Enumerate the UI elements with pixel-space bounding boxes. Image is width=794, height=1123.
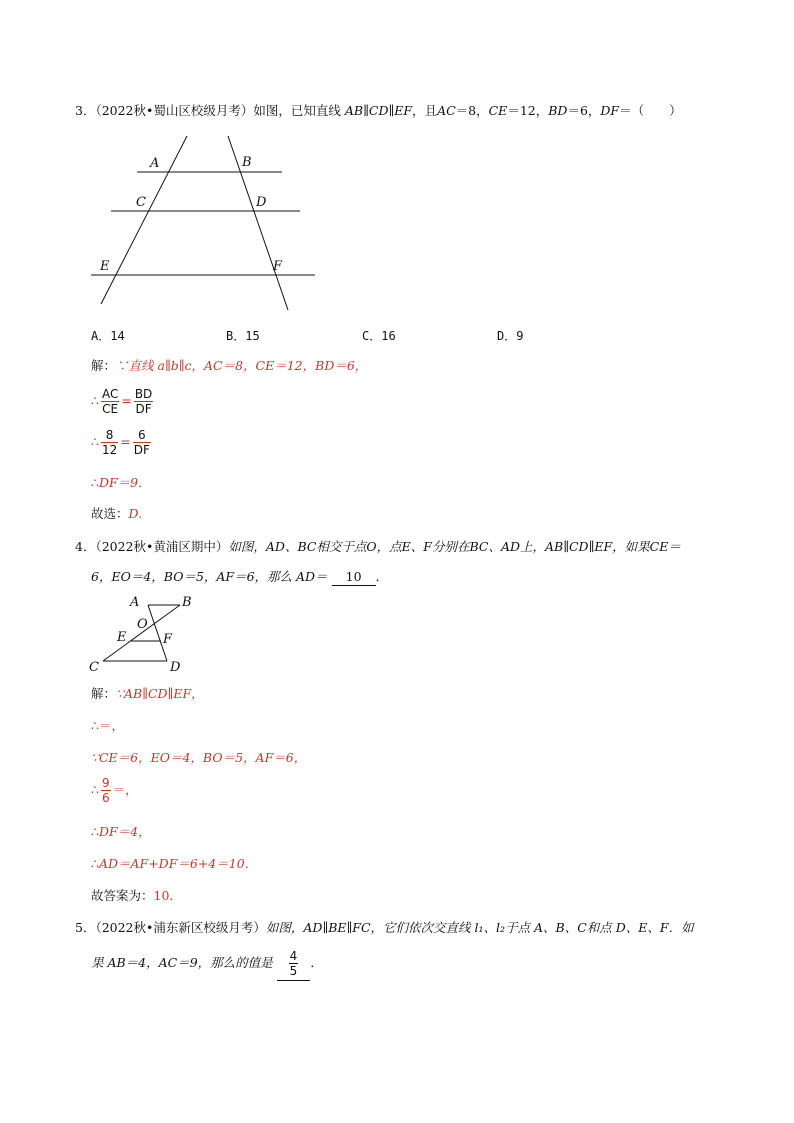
q3-frac3-den: 12 xyxy=(101,443,118,457)
q4-sol-df: DF＝4， xyxy=(98,824,151,839)
q3-df: DF xyxy=(600,103,620,118)
q3-frac-8-12 xyxy=(101,428,118,457)
q4-therefore-2: ∴ xyxy=(91,824,99,839)
q3-therefore-1: ∴ xyxy=(91,393,99,408)
q5-frac-den: 5 xyxy=(289,964,298,978)
q3-label-c: C xyxy=(136,195,146,210)
q4-sol-l2: ∴＝， xyxy=(91,718,124,733)
q3-therefore-2: ∴ xyxy=(91,434,99,449)
q5-stem-end: ． xyxy=(310,955,323,970)
q3-frac4-den: DF xyxy=(133,443,150,457)
q3-option-a: A．14 xyxy=(91,329,125,343)
q3-choose-value: D. xyxy=(128,506,143,521)
q3-frac-ac-ce xyxy=(101,387,119,416)
q3-frac3-num: 8 xyxy=(101,428,118,443)
q3-frac-bd-df xyxy=(134,387,153,416)
q3-intro: 如图，已知直线 xyxy=(253,103,341,118)
q3-option-c: C．16 xyxy=(362,329,396,343)
q4-label-c: C xyxy=(89,660,99,674)
q3-frac1-num: AC xyxy=(101,387,119,401)
q4-frac-num: 9 xyxy=(101,776,110,790)
q4-therefore-3: ∴ xyxy=(91,856,99,871)
q3-sol-result: DF＝9． xyxy=(98,475,151,490)
q4-stem-l1 xyxy=(75,539,681,555)
q3-option-d: D．9 xyxy=(497,329,524,343)
q3-therefore-3: ∴ xyxy=(91,475,99,490)
q5-stem-text-1: 如图，AD∥BE∥FC，它们依次交直线 l₁、l₂于点 A、B、C和点 D、E、F．如 xyxy=(265,920,694,935)
q3-ac-val: ＝8， xyxy=(455,103,489,118)
q4-answer-label: 故答案为： xyxy=(91,888,154,903)
q4-label-f: F xyxy=(163,632,173,647)
q4-stem-end: ． xyxy=(375,569,389,584)
q3-ce: CE xyxy=(488,103,508,118)
q4-sol-l4-tail: ＝， xyxy=(112,782,138,797)
q3-figure xyxy=(85,130,325,315)
q3-df-val: ＝（ ） xyxy=(619,103,682,118)
q5-stem-text-2: 果 AB＝4，AC＝9，那么的值是 xyxy=(91,955,273,970)
q4-frac-9-6 xyxy=(101,776,111,805)
q3-option-b: B．15 xyxy=(226,329,260,343)
q5-answer-blank xyxy=(277,946,311,981)
q3-number: 3． xyxy=(75,103,96,118)
q4-label-b: B xyxy=(182,595,192,610)
q4-sol-prefix: 解： xyxy=(91,686,117,701)
q4-stem-text-2: 6，EO＝4，BO＝5，AF＝6，那么 AD＝ xyxy=(91,569,328,584)
q3-source: （2022秋•蜀山区校级月考） xyxy=(95,103,254,118)
q4-number: 4． xyxy=(75,539,96,554)
q3-frac2-num: BD xyxy=(134,387,153,401)
q3-transversal-left xyxy=(101,136,187,304)
q3-transversal-right xyxy=(228,136,288,310)
q3-stem xyxy=(75,103,682,119)
q3-eq-1: = xyxy=(121,393,132,408)
q4-sol-l4 xyxy=(91,775,138,805)
q4-sol-l5 xyxy=(91,824,151,840)
q3-sol-given: ∵直线 a∥b∥c，AC＝8，CE＝12，BD＝6， xyxy=(116,358,368,373)
q5-stem-l1 xyxy=(75,920,694,936)
q4-sol-given: ∵AB∥CD∥EF， xyxy=(116,686,204,701)
q4-label-e: E xyxy=(117,630,127,645)
q3-sol-l1 xyxy=(91,358,367,374)
q4-label-a: A xyxy=(130,595,140,610)
q3-choose-label: 故选： xyxy=(91,506,129,521)
q4-source: （2022秋•黄浦区期中） xyxy=(95,539,229,554)
q3-sol-l2 xyxy=(91,386,155,416)
q4-frac-den: 6 xyxy=(101,791,110,805)
q4-label-o: O xyxy=(137,617,148,632)
q3-label-f: F xyxy=(273,259,283,274)
q4-figure xyxy=(85,592,200,674)
q4-therefore-1: ∴ xyxy=(91,782,99,797)
q3-sol-choose xyxy=(91,506,142,522)
q3-sol-l4 xyxy=(91,475,151,491)
q4-sol-ad: AD＝AF+DF＝6+4＝10． xyxy=(98,856,258,871)
q3-frac-6-df xyxy=(133,428,151,457)
q3-and: ，且 xyxy=(412,103,438,118)
q3-sol-prefix: 解： xyxy=(91,358,117,373)
q3-frac2-den: DF xyxy=(135,402,152,416)
q3-bd: BD xyxy=(548,103,568,118)
q4-sol-l3: ∵CE＝6，EO＝4，BO＝5，AF＝6， xyxy=(91,750,307,765)
q3-sol-l3 xyxy=(91,427,153,457)
q4-label-d: D xyxy=(170,660,181,674)
q5-source: （2022秋•浦东新区校级月考） xyxy=(95,920,266,935)
q4-answer-value: 10． xyxy=(153,888,182,903)
q5-number: 5． xyxy=(75,920,96,935)
q4-sol-l6 xyxy=(91,856,257,872)
q3-eq-2: = xyxy=(120,434,131,449)
q3-bd-val: ＝6， xyxy=(567,103,601,118)
q4-stem-l2 xyxy=(91,569,388,586)
q3-label-a: A xyxy=(150,156,160,171)
q5-stem-l2 xyxy=(91,946,323,981)
q3-label-e: E xyxy=(100,259,110,274)
q4-sol-answer xyxy=(91,888,182,904)
q4-stem-text-1: 如图，AD、BC相交于点O，点E、F分别在BC、AD上，AB∥CD∥EF，如果CE＝ xyxy=(228,539,681,554)
q3-label-b: B xyxy=(242,155,252,170)
q5-frac-num: 4 xyxy=(289,949,298,963)
q3-frac4-num: 6 xyxy=(133,428,151,443)
q3-ce-val: ＝12， xyxy=(507,103,549,118)
q3-label-d: D xyxy=(256,195,267,210)
q4-sol-l1 xyxy=(91,686,204,702)
q5-frac-4-5 xyxy=(289,949,299,978)
q4-answer-blank: 10 xyxy=(332,569,376,586)
q3-ac: AC xyxy=(437,103,456,118)
q3-frac1-den: CE xyxy=(102,402,119,416)
q3-parallel: AB∥CD∥EF xyxy=(344,103,413,118)
